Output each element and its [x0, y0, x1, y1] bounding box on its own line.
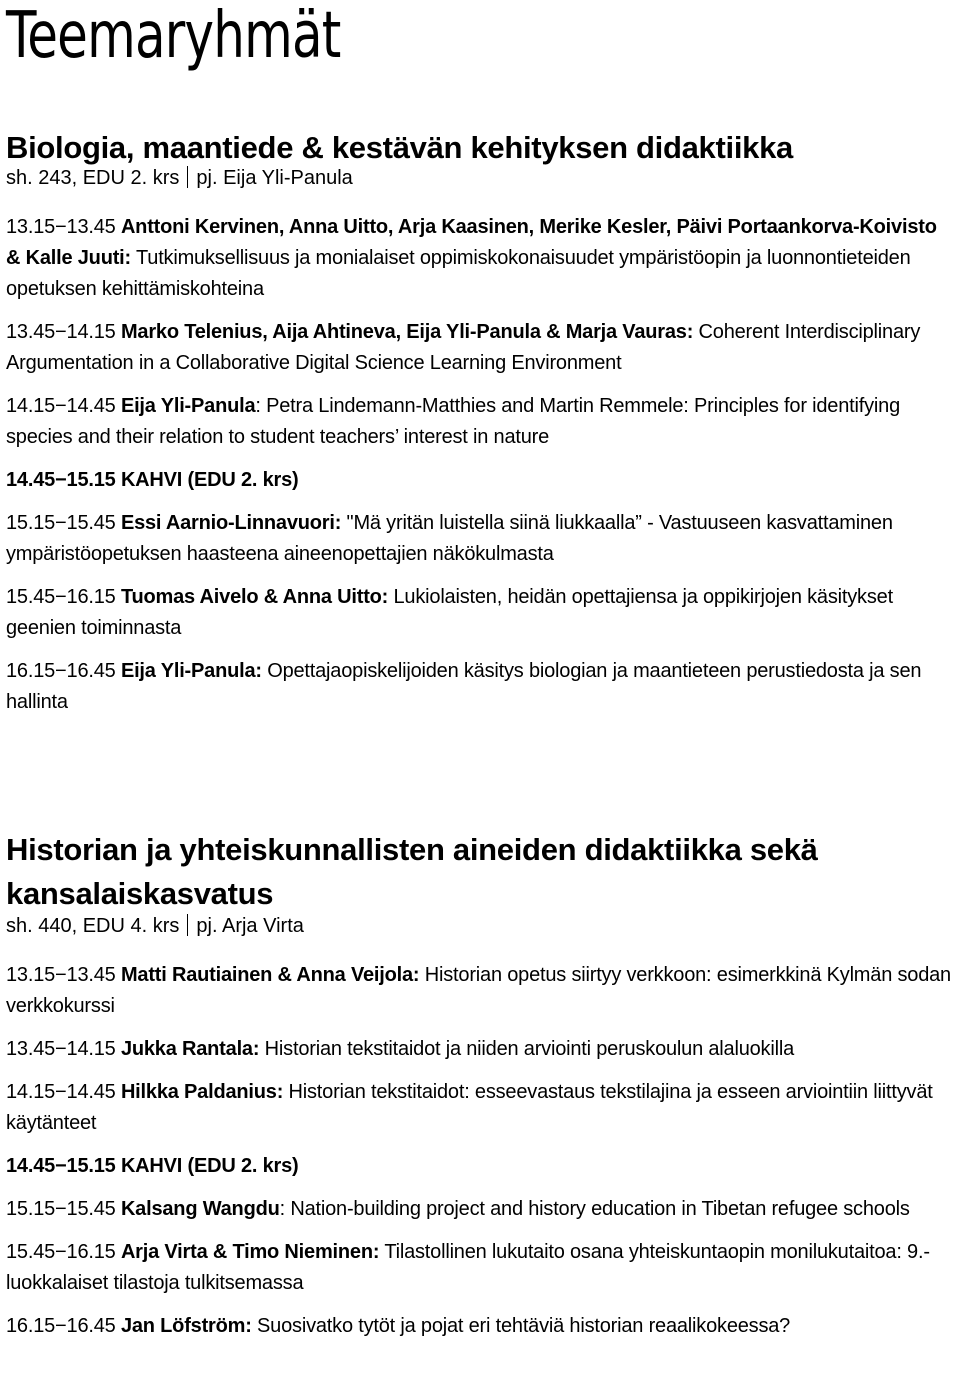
schedule-entry — [6, 1077, 951, 1139]
entry-presenters: Hilkka Paldanius: — [120, 1081, 284, 1103]
entry-presenters: Jan Löfström: — [120, 1315, 252, 1337]
entry-title: Historian opetus siirtyy verkkoon: esimerkkinä Kylmän sodan verkkokurssi — [6, 964, 951, 1017]
entry-presenters: Tuomas Aivelo & Anna Uitto: — [120, 586, 389, 608]
entry-time: 15.15−15.45 — [6, 1198, 116, 1220]
entry-list — [6, 960, 951, 1342]
coffee-break-entry — [6, 465, 951, 496]
entry-time: 13.15−13.45 — [6, 216, 116, 238]
entry-time: 14.45−15.15 — [6, 469, 116, 491]
entry-presenters: Arja Virta & Timo Nieminen: — [120, 1241, 380, 1263]
section-title: Historian ja yhteiskunnallisten aineiden didaktiikka sekä kansalaiskasvatus — [6, 832, 818, 911]
entry-presenters: Essi Aarnio-Linnavuori: — [120, 512, 342, 534]
entry-time: 16.15−16.45 — [6, 1315, 116, 1337]
entry-title: : Petra Lindemann-Matthies and Martin Remmele: Principles for identifying species and their relation to student teachers’ interest in nature — [6, 395, 900, 448]
entry-time: 15.45−16.15 — [6, 1241, 116, 1263]
entry-time: 14.15−14.45 — [6, 1081, 116, 1103]
section-meta — [6, 914, 951, 938]
entry-list — [6, 212, 951, 718]
schedule-entry — [6, 656, 951, 718]
break-label: KAHVI (EDU 2. krs) — [120, 469, 299, 491]
theme-group-history — [6, 828, 951, 1354]
entry-time: 13.15−13.45 — [6, 964, 116, 986]
schedule-entry — [6, 508, 951, 570]
schedule-entry — [6, 582, 951, 644]
schedule-entry — [6, 391, 951, 453]
entry-presenters: Jukka Rantala: — [120, 1038, 260, 1060]
entry-time: 14.15−14.45 — [6, 395, 116, 417]
entry-title: "Mä yritän luistella siinä liukkaalla” - Vastuuseen kasvattaminen ympäristöopetuksen haasteena aineenopettajien näkökulmasta — [6, 512, 893, 565]
entry-title: : Nation-building project and history education in Tibetan refugee schools — [279, 1198, 910, 1220]
page-title: Teemaryhmät — [6, 0, 341, 73]
entry-presenters: Kalsang Wangdu — [120, 1198, 280, 1220]
entry-title: Historian tekstitaidot ja niiden arviointi peruskoulun alaluokilla — [264, 1038, 794, 1060]
entry-title: Lukiolaisten, heidän opettajiensa ja oppikirjojen käsitykset geenien toiminnasta — [6, 586, 893, 639]
entry-presenters: Eija Yli-Panula — [120, 395, 256, 417]
entry-presenters: Anttoni Kervinen, Anna Uitto, Arja Kaasinen, Merike Kesler, Päivi Portaankorva-Koivisto & Kalle Juuti: — [6, 216, 937, 269]
separator — [187, 166, 188, 188]
entry-title: Opettajaopiskelijoiden käsitys biologian ja maantieteen perustiedosta ja sen hallinta — [6, 660, 922, 713]
schedule-entry — [6, 1237, 951, 1299]
schedule-entry — [6, 1034, 951, 1065]
schedule-entry — [6, 212, 951, 305]
entry-presenters: Matti Rautiainen & Anna Veijola: — [120, 964, 420, 986]
entry-title: Historian tekstitaidot: esseevastaus tekstilajina ja esseen arviointiin liittyvät käytänteet — [6, 1081, 933, 1134]
entry-title: Tutkimuksellisuus ja monialaiset oppimiskokonaisuudet ympäristöopin ja luonnontieteiden opetuksen kehittämiskohteina — [6, 247, 911, 300]
entry-time: 15.45−16.15 — [6, 586, 116, 608]
schedule-entry — [6, 1311, 951, 1342]
entry-presenters: Marko Telenius, Aija Ahtineva, Eija Yli-Panula & Marja Vauras: — [120, 321, 694, 343]
theme-group-biology — [6, 126, 951, 730]
schedule-entry — [6, 317, 951, 379]
coffee-break-entry — [6, 1151, 951, 1182]
separator — [187, 914, 188, 936]
entry-time: 13.45−14.15 — [6, 321, 116, 343]
entry-presenters: Eija Yli-Panula: — [120, 660, 262, 682]
break-label: KAHVI (EDU 2. krs) — [120, 1155, 299, 1177]
room-info: sh. 440, EDU 4. krs — [6, 915, 180, 937]
schedule-entry — [6, 960, 951, 1022]
room-info: sh. 243, EDU 2. krs — [6, 167, 180, 189]
section-title: Biologia, maantiede & kestävän kehityksen didaktiikka — [6, 130, 793, 165]
entry-title: Suosivatko tytöt ja pojat eri tehtäviä historian reaalikokeessa? — [257, 1315, 791, 1337]
entry-time: 13.45−14.15 — [6, 1038, 116, 1060]
entry-title: Coherent Interdisciplinary Argumentation in a Collaborative Digital Science Learning Environment — [6, 321, 921, 374]
schedule-entry — [6, 1194, 951, 1225]
chair-info: pj. Arja Virta — [196, 915, 304, 937]
entry-time: 15.15−15.45 — [6, 512, 116, 534]
entry-time: 14.45−15.15 — [6, 1155, 116, 1177]
entry-time: 16.15−16.45 — [6, 660, 116, 682]
chair-info: pj. Eija Yli-Panula — [196, 167, 353, 189]
entry-title: Tilastollinen lukutaito osana yhteiskuntaopin monilukutaitoa: 9.-luokkalaiset tilastoja tulkitsemassa — [6, 1241, 930, 1294]
